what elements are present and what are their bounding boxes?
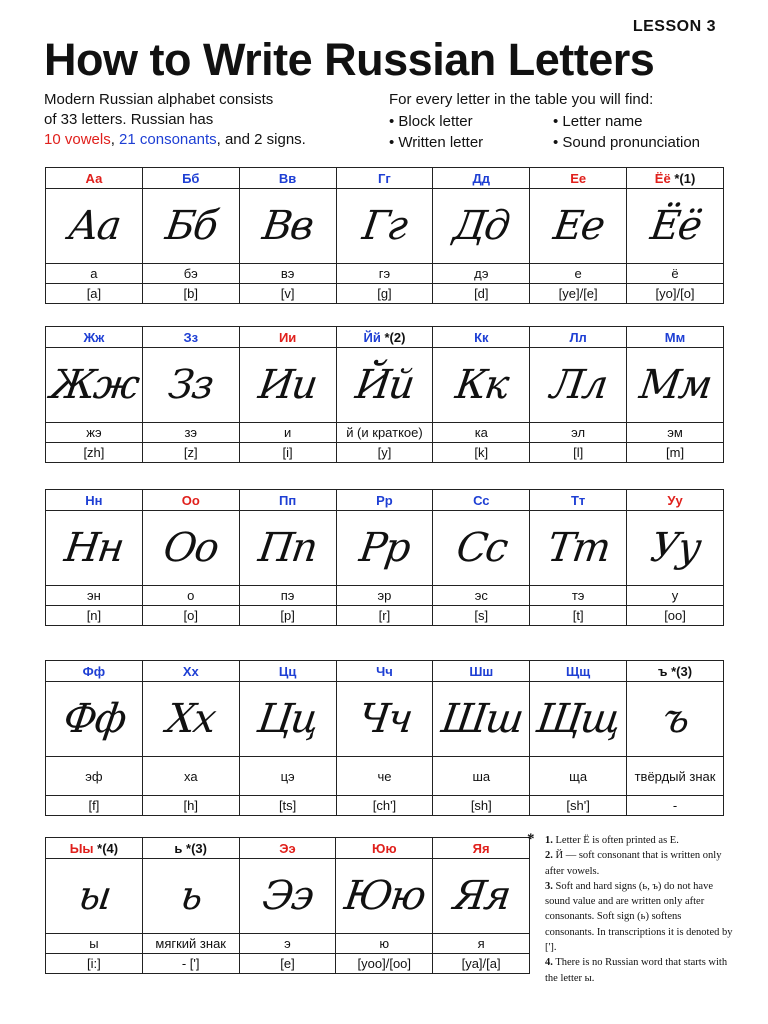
written-letter [433, 682, 530, 757]
letter-table [45, 167, 724, 304]
written-letter [142, 189, 239, 264]
sound-pronunciation: - [627, 796, 724, 816]
letter-name: е [530, 264, 627, 284]
block-letter [530, 168, 627, 189]
letter-name: о [142, 586, 239, 606]
footnote-4: 4. There is no Russian word that starts with the letter ы. [545, 957, 728, 984]
block-letter-label: Ёё [654, 170, 671, 186]
letter-name: э [239, 934, 336, 954]
footnote-ref: *(3) [182, 840, 207, 856]
block-letter [336, 661, 433, 682]
sound-pronunciation: [t] [530, 606, 627, 626]
block-letter-label: Лл [569, 329, 587, 345]
block-letter [336, 327, 433, 348]
block-letter-label: Хх [182, 663, 199, 679]
letter-name: дэ [433, 264, 530, 284]
block-letter [46, 327, 143, 348]
sound-pronunciation: - ['] [142, 954, 239, 974]
letter-name: ха [142, 757, 239, 796]
cursive-letter: Фф [60, 696, 128, 742]
block-letter [433, 838, 530, 859]
cursive-letter: Ёё [647, 203, 703, 249]
sound-pronunciation: [b] [142, 284, 239, 304]
letter-name: бэ [142, 264, 239, 284]
sound-pronunciation: [i:] [46, 954, 143, 974]
block-letter [142, 168, 239, 189]
block-letter [239, 168, 336, 189]
cursive-letter: Ее [550, 203, 606, 249]
written-letter [336, 859, 433, 934]
cursive-letter: Йй [352, 362, 417, 408]
cursive-letter: Оо [161, 525, 221, 571]
letter-name: жэ [46, 423, 143, 443]
footnote-3: 3. Soft and hard signs (ь, ъ) do not have sound value and are written only after consonants. Soft sign (ь) softens consonants. In transcriptions it is denoted by [']. [545, 880, 733, 954]
block-letter [46, 661, 143, 682]
block-letter-label: Нн [85, 492, 103, 508]
block-letter [46, 168, 143, 189]
block-letter [142, 838, 239, 859]
block-letter-label: Бб [182, 170, 200, 186]
block-letter [627, 490, 724, 511]
written-letter [336, 511, 433, 586]
written-letter [433, 189, 530, 264]
block-letter [627, 327, 724, 348]
cursive-letter: Кк [452, 362, 510, 408]
sound-pronunciation: [ya]/[a] [433, 954, 530, 974]
letter-name: и [239, 423, 336, 443]
letter-name: эс [433, 586, 530, 606]
cursive-letter: Аа [65, 203, 123, 249]
letter-name: цэ [239, 757, 336, 796]
written-letter [336, 189, 433, 264]
block-letter-label: Йй [363, 329, 381, 345]
cursive-letter: Жж [47, 362, 141, 408]
written-letter [239, 859, 336, 934]
letter-name: эн [46, 586, 143, 606]
sound-pronunciation: [ye]/[e] [530, 284, 627, 304]
written-letter [46, 859, 143, 934]
cursive-letter: Нн [62, 525, 126, 571]
cursive-letter: Чч [355, 696, 414, 742]
block-letter-label: ъ [658, 663, 668, 679]
cursive-letter: Дд [451, 203, 512, 249]
cursive-letter: Ии [256, 362, 320, 408]
letter-name: вэ [239, 264, 336, 284]
block-letter [530, 490, 627, 511]
cursive-letter: Уу [647, 525, 703, 571]
cursive-letter: Юю [341, 873, 427, 919]
sound-pronunciation: [y] [336, 443, 433, 463]
block-letter [433, 490, 530, 511]
block-letter [142, 490, 239, 511]
written-letter [627, 682, 724, 757]
cursive-letter: Вв [260, 203, 316, 249]
footnotes [527, 831, 733, 986]
block-letter-label: Юю [372, 840, 397, 856]
cursive-letter: ь [177, 873, 204, 919]
sound-pronunciation: [h] [142, 796, 239, 816]
sound-pronunciation: [o] [142, 606, 239, 626]
block-letter-label: Яя [472, 840, 490, 856]
sound-pronunciation: [n] [46, 606, 143, 626]
block-letter-label: Цц [278, 663, 297, 679]
block-letter-label: Гг [378, 170, 391, 186]
sound-pronunciation: [k] [433, 443, 530, 463]
block-letter-label: Рр [376, 492, 393, 508]
block-letter [433, 661, 530, 682]
legend-item: • Letter name [553, 112, 729, 132]
written-letter [239, 682, 336, 757]
cursive-letter: Тт [544, 525, 612, 571]
block-letter-label: Сс [473, 492, 490, 508]
block-letter-label: Вв [278, 170, 297, 186]
written-letter [46, 682, 143, 757]
cursive-letter: Шш [438, 696, 525, 742]
letter-name: че [336, 757, 433, 796]
block-letter-label: Чч [376, 663, 393, 679]
block-letter [530, 661, 627, 682]
cursive-letter: Рр [356, 525, 412, 571]
sound-pronunciation: [sh'] [530, 796, 627, 816]
intro-text [44, 90, 364, 150]
footnote-ref: *(3) [667, 663, 693, 679]
block-letter-label: Кк [474, 329, 489, 345]
sound-pronunciation: [sh] [433, 796, 530, 816]
cursive-letter: ы [75, 873, 113, 919]
written-letter [530, 511, 627, 586]
cursive-letter: Сс [453, 525, 510, 571]
letter-table [45, 326, 724, 463]
written-letter [530, 682, 627, 757]
letter-table [45, 660, 724, 816]
letter-name: у [627, 586, 724, 606]
written-letter [142, 511, 239, 586]
written-letter [142, 682, 239, 757]
table-legend [389, 90, 729, 153]
page-title: How to Write Russian Letters [44, 34, 655, 85]
cursive-letter: Мм [636, 362, 714, 408]
block-letter [46, 490, 143, 511]
written-letter [627, 189, 724, 264]
written-letter [142, 348, 239, 423]
sound-pronunciation: [e] [239, 954, 336, 974]
legend-item: • Block letter [389, 112, 553, 132]
cursive-letter: Яя [450, 873, 512, 919]
sound-pronunciation: [l] [530, 443, 627, 463]
block-letter [142, 327, 239, 348]
block-letter-label: Уу [667, 492, 683, 508]
lesson-number: LESSON 3 [632, 18, 716, 35]
block-letter [433, 168, 530, 189]
sound-pronunciation: [m] [627, 443, 724, 463]
block-letter [627, 661, 724, 682]
letter-name: эр [336, 586, 433, 606]
letter-name: я [433, 934, 530, 954]
block-letter [336, 490, 433, 511]
legend-item: • Sound pronunciation [553, 133, 729, 153]
letter-name: а [46, 264, 143, 284]
cursive-letter: Лл [547, 362, 609, 408]
block-letter-label: Ее [570, 170, 587, 186]
consonant-count: 21 consonants [119, 131, 217, 148]
vowel-count: 10 vowels [44, 131, 111, 148]
written-letter [239, 511, 336, 586]
written-letter [239, 348, 336, 423]
sound-pronunciation: [yo]/[o] [627, 284, 724, 304]
footnote-star: * [527, 831, 535, 847]
block-letter-label: Оо [181, 492, 200, 508]
block-letter [46, 838, 143, 859]
cursive-letter: Щщ [534, 696, 623, 742]
sound-pronunciation: [r] [336, 606, 433, 626]
written-letter [627, 511, 724, 586]
intro-line-1: Modern Russian alphabet consists [44, 91, 274, 108]
sound-pronunciation: [p] [239, 606, 336, 626]
block-letter-label: Зз [183, 329, 199, 345]
block-letter-label: Шш [469, 663, 494, 679]
block-letter-label: Жж [83, 329, 105, 345]
sound-pronunciation: [zh] [46, 443, 143, 463]
footnote-ref: *(4) [93, 840, 119, 856]
cursive-letter: Зз [166, 362, 216, 408]
legend-heading: For every letter in the table you will find: [389, 91, 654, 108]
block-letter-label: Пп [279, 492, 297, 508]
sound-pronunciation: [yoo]/[oo] [336, 954, 433, 974]
sound-pronunciation: [ts] [239, 796, 336, 816]
block-letter [239, 327, 336, 348]
letter-name: ка [433, 423, 530, 443]
sound-pronunciation: [g] [336, 284, 433, 304]
written-letter [530, 348, 627, 423]
block-letter-label: Ээ [279, 840, 296, 856]
block-letter-label: Ии [278, 329, 297, 345]
block-letter-label: Щщ [566, 663, 591, 679]
written-letter [336, 682, 433, 757]
letter-name: ща [530, 757, 627, 796]
sound-pronunciation: [f] [46, 796, 143, 816]
footnote-ref: *(1) [670, 170, 696, 186]
letter-name: ша [433, 757, 530, 796]
intro-comma: , [110, 131, 120, 148]
intro-tail: , and 2 signs. [216, 131, 306, 148]
cursive-letter: ъ [659, 696, 691, 742]
letter-name: твёрдый знак [627, 757, 724, 796]
cursive-letter: Ээ [259, 873, 316, 919]
letter-table [45, 489, 724, 626]
block-letter-label: Тт [570, 492, 586, 508]
written-letter [46, 189, 143, 264]
block-letter-label: Дд [472, 170, 491, 186]
letter-name: эф [46, 757, 143, 796]
block-letter [627, 168, 724, 189]
letter-table [45, 837, 530, 974]
footnote-1: 1. Letter Ё is often printed as Е. [545, 835, 679, 846]
letter-name: ю [336, 934, 433, 954]
sound-pronunciation: [oo] [627, 606, 724, 626]
written-letter [433, 859, 530, 934]
letter-name: зэ [142, 423, 239, 443]
intro-line-3 [44, 130, 364, 150]
footnote-ref: *(2) [380, 329, 406, 345]
letter-name: ы [46, 934, 143, 954]
letter-name: ё [627, 264, 724, 284]
letter-name: пэ [239, 586, 336, 606]
written-letter [433, 511, 530, 586]
block-letter-label: ь [174, 840, 183, 856]
sound-pronunciation: [a] [46, 284, 143, 304]
written-letter [627, 348, 724, 423]
written-letter [336, 348, 433, 423]
cursive-letter: Бб [162, 203, 219, 249]
block-letter [433, 327, 530, 348]
block-letter-label: Ыы [69, 840, 94, 856]
letter-name: тэ [530, 586, 627, 606]
legend-item: • Written letter [389, 133, 553, 153]
block-letter [336, 168, 433, 189]
block-letter-label: Мм [664, 329, 686, 345]
sound-pronunciation: [z] [142, 443, 239, 463]
cursive-letter: Гг [359, 203, 410, 249]
block-letter [239, 490, 336, 511]
letter-name: мягкий знак [142, 934, 239, 954]
written-letter [142, 859, 239, 934]
sound-pronunciation: [d] [433, 284, 530, 304]
letter-name: й (и краткое) [336, 423, 433, 443]
cursive-letter: Цц [254, 696, 321, 742]
written-letter [46, 511, 143, 586]
sound-pronunciation: [ch'] [336, 796, 433, 816]
letter-name: эм [627, 423, 724, 443]
sound-pronunciation: [s] [433, 606, 530, 626]
block-letter [239, 838, 336, 859]
cursive-letter: Пп [256, 525, 320, 571]
intro-line-2: of 33 letters. Russian has [44, 111, 214, 128]
block-letter-label: Аа [85, 170, 103, 186]
sound-pronunciation: [v] [239, 284, 336, 304]
written-letter [239, 189, 336, 264]
written-letter [433, 348, 530, 423]
block-letter [142, 661, 239, 682]
written-letter [530, 189, 627, 264]
letter-name: эл [530, 423, 627, 443]
legend-list [389, 112, 729, 153]
letter-name: гэ [336, 264, 433, 284]
block-letter [336, 838, 433, 859]
sound-pronunciation: [i] [239, 443, 336, 463]
footnote-2: 2. Й — soft consonant that is written only after vowels. [545, 850, 722, 877]
block-letter [530, 327, 627, 348]
block-letter-label: Фф [82, 663, 106, 679]
cursive-letter: Хх [164, 696, 218, 742]
written-letter [46, 348, 143, 423]
block-letter [239, 661, 336, 682]
